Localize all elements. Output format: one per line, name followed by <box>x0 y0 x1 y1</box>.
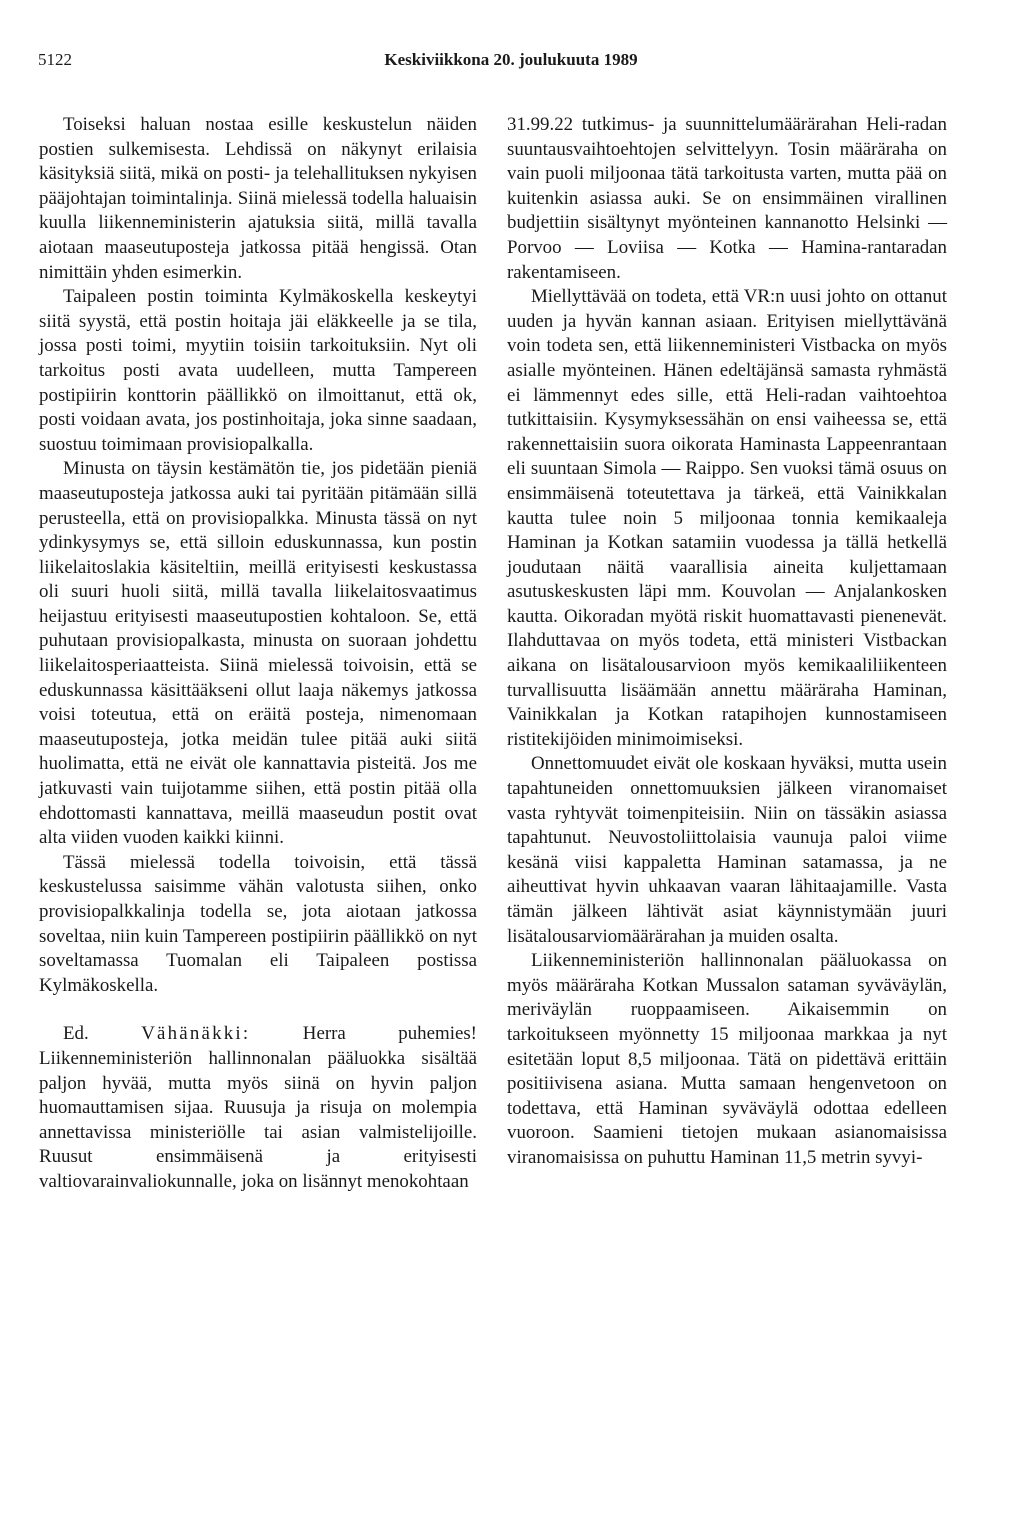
speaker-name: Vähänäkki: <box>141 1023 251 1045</box>
paragraph: Minusta on täysin kestämätön tie, jos pidetään pieniä maaseutuposteja jatkossa auki tai pyritään pitämään sillä perusteella, että on provisiopalkka. Minusta tässä on nyt ydinkysymys se, että silloin eduskunnassa, kun postin liikelaitoslakia käsiteltiin, meillä erityisesti keskustassa oli suuri huoli siitä, millä tavalla liikelaitosvaatimus heijastuu erityisesti maaseutupostien kohtaloon. Se, että puhutaan provisiopalkasta, minusta on suoraan johdettu liikelaitosperiaatteista. Siinä mielessä toivoisin, että se eduskunnassa käsittääkseni ollut laaja näkemys jatkossa voisi toteutua, että on eräitä posteja, nimenomaan maaseutuposteja, jotka meidän tulee pitää auki siitä huolimatta, että ne eivät ole kannattavia pisteitä. Jos me jatkuvasti vain tuijotamme siihen, että postin pitää olla ehdottomasti kannattava, meillä maaseudun postit ovat alta viiden vuoden kaikki kiinni. <box>39 458 477 849</box>
right-column <box>507 113 947 1171</box>
speaker-prefix: Ed. <box>63 1023 89 1045</box>
speech-paragraph <box>39 1022 477 1194</box>
left-column <box>39 113 477 1195</box>
paragraph: Onnettomuudet eivät ole koskaan hyväksi, mutta usein tapahtuneiden onnettomuuksien jälkeen viranomaiset vasta ryhtyvät toimenpiteisiin. Niin on tässäkin asiassa tapahtunut. Neuvostoliittolaisia vaunuja paloi viime kesänä viisi kappaletta Haminan satamassa, ja ne aiheuttivat hyvin uhkaavan vaaran lähitaajamille. Vasta tämän jälkeen lähtivät asiat käynnistymään juuri lisätalousarviomäärärahan ja muiden osalta. <box>507 753 947 947</box>
date-line: Keskiviikkona 20. joulukuuta 1989 <box>384 50 638 69</box>
page-number: 5122 <box>38 50 72 69</box>
paragraph: Liikenneministeriön hallinnonalan pääluokassa on myös määräraha Kotkan Mussalon sataman syväväylän, meriväylän ruoppaamiseen. Aikaisemmin on tarkoitukseen myönnetty 15 miljoonaa markkaa ja nyt esitetään loput 8,5 miljoonaa. Tätä on pidettävä erittäin positiivisena asiana. Mutta samaan hengenvetoon on todettava, että Haminan syväväylä odottaa edelleen vuoroon. Saamieni tietojen mukaan asianomaisissa viranomaisissa on puhuttu Haminan 11,5 metrin syvyi- <box>507 950 947 1168</box>
paragraph: 31.99.22 tutkimus- ja suunnittelumäärärahan Heli-radan suuntausvaihtoehtojen selvittelyyn. Tosin määräraha on vain puoli miljoonaa tätä tarkoitusta varten, mutta pää on kuitenkin asiassa auki. Se on ensimmäinen virallinen budjettiin sisältynyt myönteinen kannanotto Helsinki — Porvoo — Loviisa — Kotka — Hamina-rantaradan rakentamiseen. <box>507 114 947 283</box>
paragraph: Toiseksi haluan nostaa esille keskustelun näiden postien sulkemisesta. Lehdissä on näkynyt erilaisia käsityksiä siitä, mikä on posti- ja telehallituksen nykyisen pääjohtajan toimintalinja. Siinä mielessä todella haluaisin kuulla liikenneministerin ajatuksia siitä, millä tavalla aiotaan maaseutuposteja jatkossa pitää hengissä. Otan nimittäin yhden esimerkin. <box>39 114 477 283</box>
speech-text: Herra puhemies! Liikenneministeriön hallinnonalan pääluokka sisältää paljon hyvää, mutta myös siinä on hyvin paljon huomauttamisen sijaa. Ruusuja ja risuja on molempia annettavissa ministeriölle tai asian valmistelijoille. Ruusut ensimmäisenä ja erityisesti valtiovarainvaliokunnalle, joka on lisännyt menokohtaan <box>39 1023 477 1192</box>
paragraph: Miellyttävää on todeta, että VR:n uusi johto on ottanut uuden ja hyvän kannan asiaan. Erityisen miellyttävänä voin todeta sen, että liikenneministeri Vistbacka on myös asialle myönteinen. Hänen edeltäjänsä samasta ryhmästä ei lämmennyt edes sille, että Heli-radan vaihtoehtoa tutkittaisiin. Kysymyksessähän on ensi vaiheessa se, että rakennettaisiin suora oikorata Haminasta Lappeenrantaan eli suuntaan Simola — Raippo. Sen vuoksi tämä osuus on ensimmäisenä toteutettava ja tärkeä, että Vainikkalan kautta tulee noin 5 miljoonaa tonnia kemikaaleja Haminan ja Kotkan satamiin vuodessa ja tällä hetkellä joudutaan näitä vaarallisia aineita kuljettamaan asutuskeskusten läpi mm. Kouvolan — Anjalankosken kautta. Oikoradan myötä riskit huomattavasti pienenevät. Ilahduttavaa on myös todeta, että ministeri Vistbackan aikana on lisätalousarvioon myös kemikaaliliikenteen turvallisuutta lisäämään annettu määräraha Haminan, Vainikkalan ja Kotkan ratapihojen kunnostamiseen ristitekijöiden minimoimiseksi. <box>507 286 947 750</box>
paragraph: Taipaleen postin toiminta Kylmäkoskella keskeytyi siitä syystä, että postin hoitaja jäi eläkkeelle ja se tila, jossa posti toimi, myytiin toisiin tarkoituksiin. Nyt oli tarkoitus posti avata uudelleen, mutta Tampereen postipiirin konttorin päällikkö on ilmoittanut, että ok, posti voidaan avata, jos postinhoitaja, joka sinne saadaan, suostuu toimimaan provisiopalkalla. <box>39 286 477 455</box>
page-header <box>38 50 984 74</box>
paragraph: Tässä mielessä todella toivoisin, että tässä keskustelussa saisimme vähän valotusta siihen, onko provisiopalkkalinja todella se, jota aiotaan jatkossa soveltaa, niin kuin Tampereen postipiirin päällikkö on nyt soveltamassa Tuomalan eli Taipaleen postissa Kylmäkoskella. <box>39 851 477 996</box>
